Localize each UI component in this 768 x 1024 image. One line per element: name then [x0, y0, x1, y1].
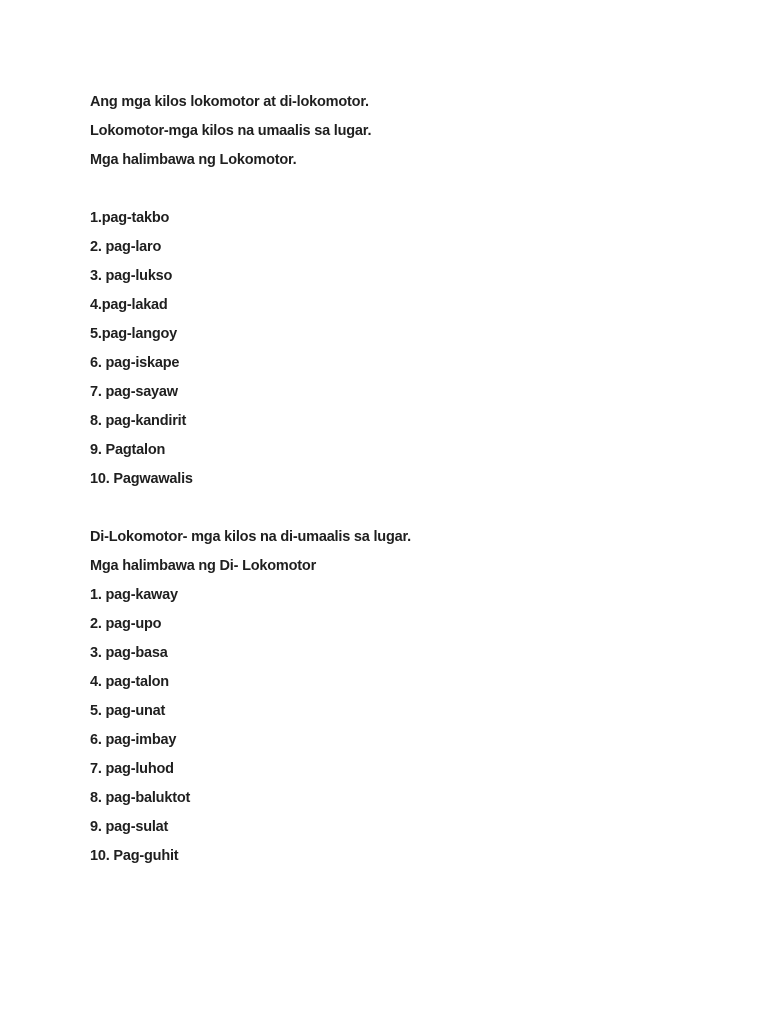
lokomotor-list-item: 4.pag-lakad	[90, 297, 168, 313]
di-lokomotor-list-item: 2. pag-upo	[90, 616, 162, 632]
di-lokomotor-list-item: 5. pag-unat	[90, 703, 166, 719]
di-lokomotor-definition: Di-Lokomotor- mga kilos na di-umaalis sa lugar.	[90, 529, 411, 545]
di-lokomotor-list-item: 7. pag-luhod	[90, 761, 174, 777]
lokomotor-list-item: 1.pag-takbo	[90, 210, 170, 226]
di-lokomotor-list-item: 1. pag-kaway	[90, 587, 178, 603]
di-lokomotor-list-item: 10. Pag-guhit	[90, 848, 179, 864]
lokomotor-list-item: 5.pag-langoy	[90, 326, 178, 342]
lokomotor-list-item: 8. pag-kandirit	[90, 413, 187, 429]
lokomotor-list-item: 10. Pagwawalis	[90, 471, 193, 487]
lokomotor-list-item: 7. pag-sayaw	[90, 384, 178, 400]
lokomotor-list-item: 2. pag-laro	[90, 239, 162, 255]
di-lokomotor-list-item: 9. pag-sulat	[90, 819, 169, 835]
lokomotor-list-item: 6. pag-iskape	[90, 355, 180, 371]
intro-line-lokomotor-examples-heading: Mga halimbawa ng Lokomotor.	[90, 152, 297, 168]
di-lokomotor-list-item: 6. pag-imbay	[90, 732, 177, 748]
di-lokomotor-list-item: 4. pag-talon	[90, 674, 169, 690]
lokomotor-list-item: 9. Pagtalon	[90, 442, 166, 458]
lokomotor-list-item: 3. pag-lukso	[90, 268, 173, 284]
intro-line-title: Ang mga kilos lokomotor at di-lokomotor.	[90, 94, 369, 110]
di-lokomotor-list-item: 3. pag-basa	[90, 645, 168, 661]
di-lokomotor-list-item: 8. pag-baluktot	[90, 790, 191, 806]
di-lokomotor-examples-heading: Mga halimbawa ng Di- Lokomotor	[90, 558, 317, 574]
intro-line-lokomotor-definition: Lokomotor-mga kilos na umaalis sa lugar.	[90, 123, 372, 139]
